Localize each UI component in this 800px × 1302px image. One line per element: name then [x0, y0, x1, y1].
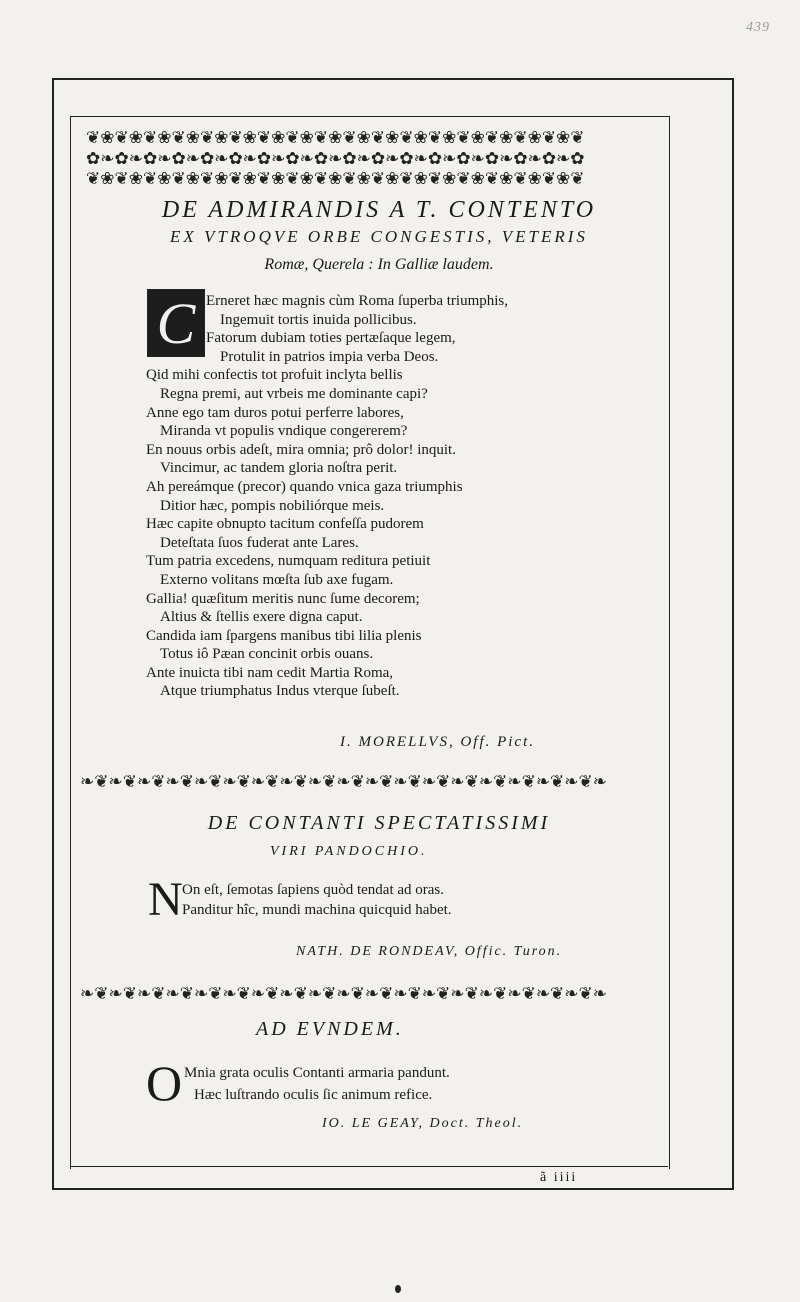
initial-n: N: [148, 873, 183, 926]
heading-ad-eundem: AD EVNDEM.: [256, 1018, 404, 1040]
heading-contanti: DE CONTANTI SPECTATISSIMI: [207, 812, 551, 834]
poem-line: Altius & ſtellis exere digna caput.: [160, 609, 363, 626]
poem-line: Atque triumphatus Indus vterque ſubeſt.: [160, 683, 400, 700]
ornament-row: ❧❦❧❦❧❦❧❦❧❦❧❦❧❦❧❦❧❦❧❦❧❦❧❦❧❦❧❦❧❦❧❦❧❦❧❦❧: [80, 772, 608, 791]
poem-line: On eſt, ſemotas ſapiens quòd tendat ad oras.: [182, 882, 445, 898]
poem-line: Regna premi, aut vrbeis me dominante capi?: [160, 385, 428, 402]
poem-line: Tum patria excedens, numquam reditura petiuit: [146, 553, 431, 570]
dropcap: C: [147, 289, 205, 357]
title-line-1: DE ADMIRANDIS A T. CONTENTO: [161, 197, 597, 223]
ornament-band-middle: [80, 772, 668, 794]
signature-rondeau: NATH. DE RONDEAV, Offic. Turon.: [296, 944, 563, 959]
poem-line: Mnia grata oculis Contanti armaria pandunt.: [184, 1065, 450, 1081]
ornament-band-top: [86, 128, 662, 188]
ornament-row: ❦❀❦❀❦❀❦❀❦❀❦❀❦❀❦❀❦❀❦❀❦❀❦❀❦❀❦❀❦❀❦❀❦❀❦: [86, 169, 585, 188]
poem-line: Ingemuit tortis inuida pollicibus.: [220, 311, 417, 328]
poem-line: Protulit in patrios impia verba Deos.: [220, 348, 439, 365]
poem-line: Fatorum dubiam toties pertæſaque legem,: [206, 330, 456, 347]
signature-le-geay: IO. LE GEAY, Doct. Theol.: [322, 1116, 524, 1131]
poem-line: Qid mihi confectis tot profuit inclyta bellis: [146, 367, 403, 384]
poem-line: Ah pereámque (precor) quando vnica gaza triumphis: [146, 478, 463, 495]
ornament-row: ✿❧✿❧✿❧✿❧✿❧✿❧✿❧✿❧✿❧✿❧✿❧✿❧✿❧✿❧✿❧✿❧✿❧✿: [86, 148, 585, 168]
poem-line: Gallia! quæſitum meritis nunc ſume decorem;: [146, 590, 420, 607]
poem-line: Vincimur, ac tandem gloria noſtra perit.: [160, 460, 398, 477]
poem-line: Hæc capite obnupto tacitum confeſſa pudorem: [146, 516, 424, 533]
folio-number: 439: [746, 20, 770, 35]
poem-line: Candida iam ſpargens manibus tibi lilia plenis: [146, 627, 422, 644]
poem-2-lines: [182, 880, 452, 920]
poem-line: Miranda vt populis vndique congererem?: [160, 423, 408, 440]
poem-line: En nouus orbis adeſt, mira omnia; prô dolor! inquit.: [146, 441, 456, 458]
ornament-band-lower: [80, 984, 668, 1006]
poem-line: Anne ego tam duros potui perferre labores,: [146, 404, 404, 421]
poem-line: Externo volitans mœſta ſub axe fugam.: [160, 571, 394, 588]
poem-line: Ditior hæc, pompis nobiliórque meis.: [160, 497, 385, 514]
gathering-signature: ã iiii: [540, 1170, 578, 1185]
subheading-pandochio: VIRI PANDOCHIO.: [270, 844, 428, 859]
poem-line: Hæc luſtrando oculis ſic animum refice.: [194, 1087, 433, 1103]
ornament-row: ❧❦❧❦❧❦❧❦❧❦❧❦❧❦❧❦❧❦❧❦❧❦❧❦❧❦❧❦❧❦❧❦❧❦❧❦❧: [80, 984, 608, 1003]
poem-line: Deteſtata ſuos fuderat ante Lares.: [160, 534, 359, 551]
ornament-row: ❦❀❦❀❦❀❦❀❦❀❦❀❦❀❦❀❦❀❦❀❦❀❦❀❦❀❦❀❦❀❦❀❦❀❦: [86, 128, 585, 147]
signature-morellus: I. MORELLVS, Off. Pict.: [340, 734, 536, 750]
poem-1: [146, 292, 666, 701]
poem-line: Ante inuicta tibi nam cedit Martia Roma,: [146, 664, 394, 681]
poem-line: Erneret hæc magnis cùm Roma ſuperba triumphis,: [206, 293, 509, 309]
poem-line: Panditur hîc, mundi machina quicquid habet.: [182, 902, 452, 918]
initial-o: O: [146, 1055, 183, 1111]
title-line-3: Romæ, Querela : In Galliæ laudem.: [264, 256, 494, 273]
ink-dot: [395, 1285, 401, 1293]
poem-line: Totus iô Pæan concinit orbis ouans.: [160, 646, 374, 663]
title-line-2: EX VTROQVE ORBE CONGESTIS, VETERIS: [170, 227, 588, 246]
bottom-rule: [70, 1166, 668, 1167]
poem-3-lines: [184, 1062, 450, 1106]
